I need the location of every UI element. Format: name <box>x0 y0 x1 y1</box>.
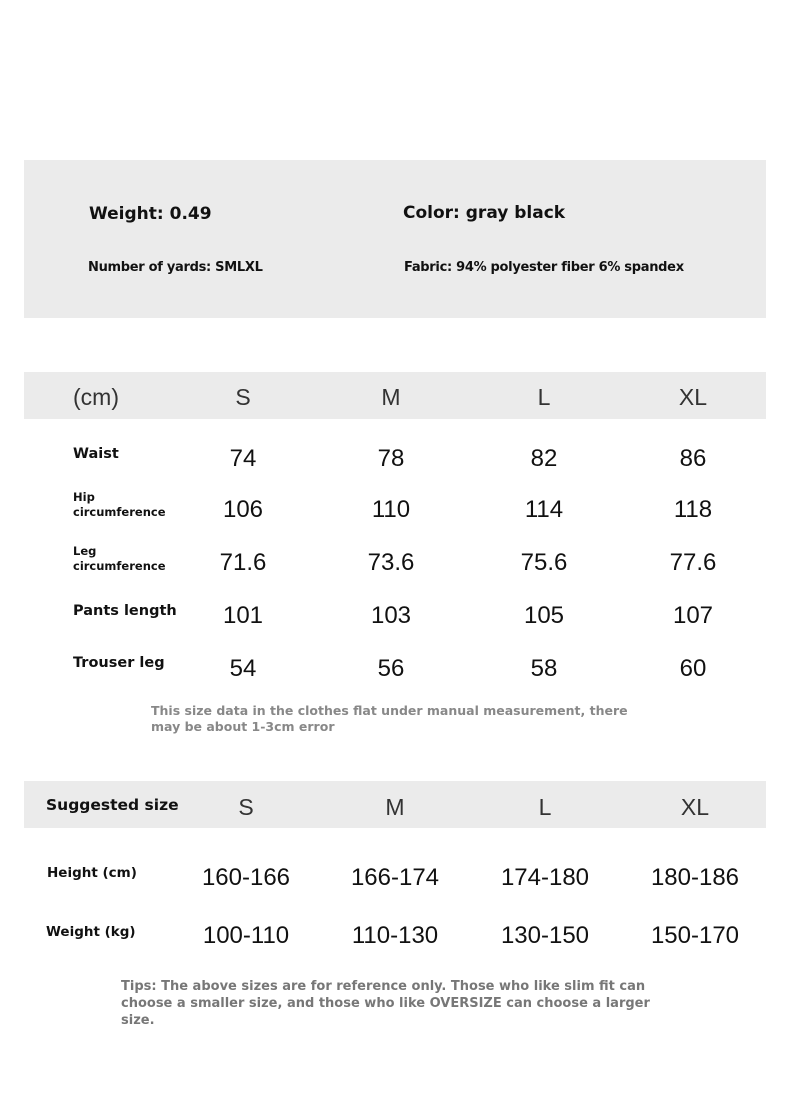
table-cell: 105 <box>523 602 565 629</box>
table-cell: 150-170 <box>650 922 740 949</box>
size-header-l: L <box>537 384 551 410</box>
table-cell: 110 <box>371 496 411 523</box>
tips-text: Tips: The above sizes are for reference only. Those who like slim fit can choose a smaller size, and those who like OVERSIZE can choose a larger size. <box>121 979 650 1028</box>
fabric-text: Fabric: 94% polyester fiber 6% spandex <box>404 260 684 275</box>
suggested-title: Suggested size <box>46 796 179 814</box>
table-cell: 180-186 <box>650 864 740 891</box>
table-cell: 160-166 <box>201 864 291 891</box>
table-cell: 74 <box>229 445 257 472</box>
row-label-hip-line2: circumference <box>73 505 166 519</box>
row-label-pants-length: Pants length <box>73 603 177 619</box>
table-cell: 60 <box>679 655 707 682</box>
table-cell: 54 <box>229 655 257 682</box>
table-cell: 103 <box>370 602 412 629</box>
table-cell: 56 <box>377 655 405 682</box>
table-cell: 101 <box>222 602 264 629</box>
color-text: Color: gray black <box>403 203 566 223</box>
table-cell: 106 <box>222 496 264 523</box>
row-label-hip <box>73 490 166 520</box>
table-cell: 82 <box>530 445 558 472</box>
suggested-header-m: M <box>385 794 405 820</box>
yards-text: Number of yards: SMLXL <box>88 260 263 275</box>
row-label-weight: Weight (kg) <box>46 924 136 940</box>
row-label-waist: Waist <box>73 446 119 462</box>
row-label-height: Height (cm) <box>47 865 137 881</box>
row-label-leg <box>73 544 166 574</box>
table-cell: 100-110 <box>202 922 290 949</box>
table-cell: 71.6 <box>219 549 267 576</box>
size-header-xl: XL <box>678 384 708 410</box>
weight-text: Weight: 0.49 <box>89 204 212 224</box>
table-cell: 110-130 <box>351 922 439 949</box>
size-header-s: S <box>235 384 251 410</box>
table-cell: 174-180 <box>500 864 590 891</box>
measurement-note: This size data in the clothes flat under manual measurement, there may be about 1-3cm error <box>151 703 628 734</box>
table-cell: 118 <box>673 496 713 523</box>
unit-label: (cm) <box>73 384 119 410</box>
table-cell: 73.6 <box>367 549 415 576</box>
size-header-m: M <box>381 384 401 410</box>
table-cell: 114 <box>524 496 564 523</box>
table-cell: 130-150 <box>500 922 590 949</box>
suggested-header-s: S <box>238 794 254 820</box>
table-cell: 107 <box>672 602 714 629</box>
info-panel <box>24 160 766 318</box>
suggested-header-l: L <box>538 794 552 820</box>
row-label-leg-line2: circumference <box>73 559 166 573</box>
suggested-header-xl: XL <box>680 794 710 820</box>
table-cell: 86 <box>679 445 707 472</box>
table-cell: 58 <box>530 655 558 682</box>
row-label-hip-line1: Hip <box>73 490 95 504</box>
row-label-leg-line1: Leg <box>73 544 97 558</box>
table-cell: 75.6 <box>520 549 568 576</box>
row-label-trouser-leg: Trouser leg <box>73 655 165 671</box>
table-cell: 166-174 <box>350 864 440 891</box>
table-cell: 78 <box>377 445 405 472</box>
table-cell: 77.6 <box>669 549 717 576</box>
